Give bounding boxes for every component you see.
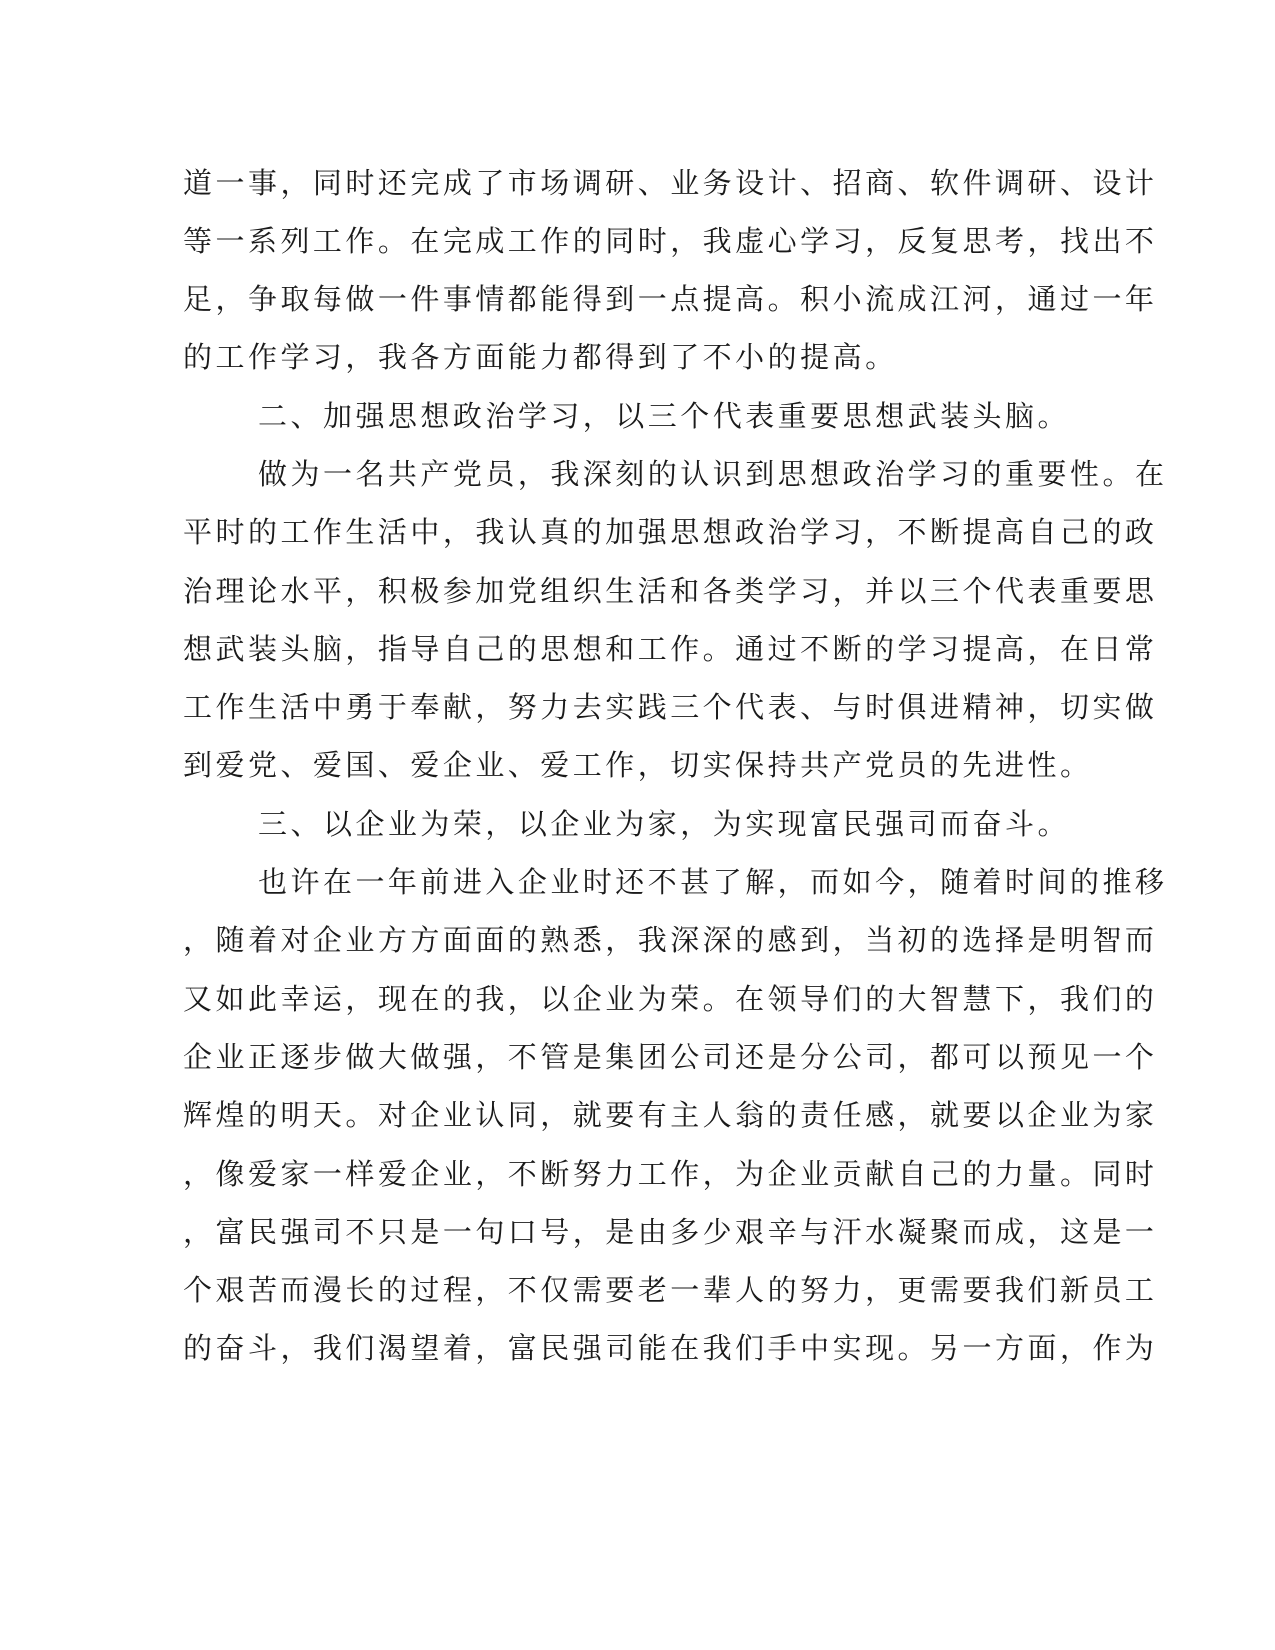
text-line: 工作生活中勇于奉献，努力去实践三个代表、与时俱进精神，切实做 xyxy=(183,690,1158,724)
text-line: ，富民强司不只是一句口号，是由多少艰辛与汗水凝聚而成，这是一 xyxy=(183,1215,1158,1249)
paragraph-first-line: 做为一名共产党员，我深刻的认识到思想政治学习的重要性。在 xyxy=(258,457,1168,491)
text-line: 企业正逐步做大做强，不管是集团公司还是分公司，都可以预见一个 xyxy=(183,1040,1158,1074)
text-line: 的奋斗，我们渴望着，富民强司能在我们手中实现。另一方面，作为 xyxy=(183,1331,1158,1365)
text-line: 辉煌的明天。对企业认同，就要有主人翁的责任感，就要以企业为家 xyxy=(183,1098,1158,1132)
text-line: 又如此幸运，现在的我，以企业为荣。在领导们的大智慧下，我们的 xyxy=(183,982,1158,1016)
paragraph-first-line: 也许在一年前进入企业时还不甚了解，而如今，随着时间的推移 xyxy=(258,865,1168,899)
text-line: 平时的工作生活中，我认真的加强思想政治学习，不断提高自己的政 xyxy=(183,515,1158,549)
text-line: 想武装头脑，指导自己的思想和工作。通过不断的学习提高，在日常 xyxy=(183,632,1158,666)
section-heading: 三、以企业为荣，以企业为家，为实现富民强司而奋斗。 xyxy=(258,807,1071,841)
text-line: ，随着对企业方方面面的熟悉，我深深的感到，当初的选择是明智而 xyxy=(183,923,1158,957)
text-line: ，像爱家一样爱企业，不断努力工作，为企业贡献自己的力量。同时 xyxy=(183,1157,1158,1191)
text-line: 个艰苦而漫长的过程，不仅需要老一辈人的努力，更需要我们新员工 xyxy=(183,1273,1158,1307)
text-line: 到爱党、爱国、爱企业、爱工作，切实保持共产党员的先进性。 xyxy=(183,748,1093,782)
text-line: 足，争取每做一件事情都能得到一点提高。积小流成江河，通过一年 xyxy=(183,282,1158,316)
text-line: 道一事，同时还完成了市场调研、业务设计、招商、软件调研、设计 xyxy=(183,166,1158,200)
text-line: 治理论水平，积极参加党组织生活和各类学习，并以三个代表重要思 xyxy=(183,574,1158,608)
text-line: 等一系列工作。在完成工作的同时，我虚心学习，反复思考，找出不 xyxy=(183,224,1158,258)
section-heading: 二、加强思想政治学习，以三个代表重要思想武装头脑。 xyxy=(258,399,1071,433)
text-line: 的工作学习，我各方面能力都得到了不小的提高。 xyxy=(183,340,898,374)
